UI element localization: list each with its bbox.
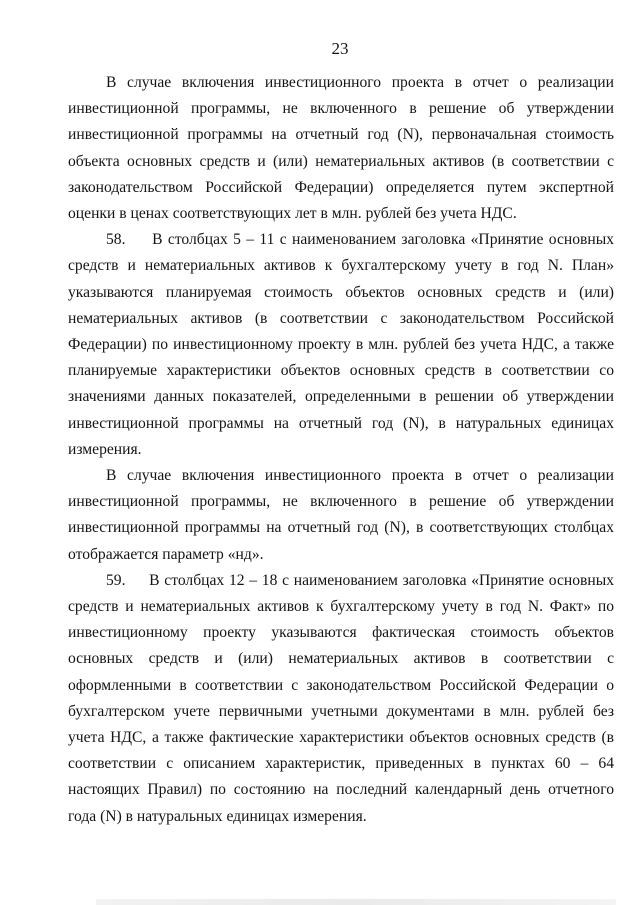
document-body: [68, 70, 614, 830]
paragraph-58: [68, 227, 614, 463]
page-number: 23: [331, 39, 349, 58]
paragraph-number: 58.: [106, 231, 126, 249]
paragraph-text: В случае включения инвестиционного проекта в отчет о реализации инвестиционной программы, не включенного в решение об утверждении инвестиционной программы на отчетный год (N), в соответствующих столбцах отображается параметр «нд».: [68, 467, 614, 563]
paragraph-intro-case: [68, 70, 614, 227]
paragraph-text: В столбцах 12 – 18 с наименованием заголовка «Принятие основных средств и нематериальных активов к бухгалтерскому учету в год N. Факт» по инвестиционному проекту указываются фактическая стоимость объектов основных средств и (или) нематериальных активов в соответствии с оформленными в соответствии с законодательством Российской Федерации о бухгалтерском учете первичными учетными документами в млн. рублей без учета НДС, а также фактические характеристики объектов основных средств (в соответствии с описанием характеристик, приведенных в пунктах 60 – 64 настоящих Правил) по состоянию на последний календарный день отчетного года (N) в натуральных единицах измерения.: [68, 571, 614, 825]
paragraph-number: 59.: [106, 571, 126, 589]
paragraph-case-nd: [68, 463, 614, 568]
scan-bottom-edge: [96, 899, 616, 905]
paragraph-59: [68, 568, 614, 830]
paragraph-text: В случае включения инвестиционного проекта в отчет о реализации инвестиционной программы, не включенного в решение об утверждении инвестиционной программы на отчетный год (N), первоначальная стоимость объекта основных средств и (или) нематериальных активов (в соответствии с законодательством Российской Федерации) определяется путем экспертной оценки в ценах соответствующих лет в млн. рублей без учета НДС.: [68, 74, 614, 223]
paragraph-text: В столбцах 5 – 11 с наименованием заголовка «Принятие основных средств и нематериальных активов к бухгалтерскому учету в год N. План» указываются планируемая стоимость объектов основных средств и (или) нематериальных активов (в соответствии с законодательством Российской Федерации) по инвестиционному проекту в млн. рублей без учета НДС, а также планируемые характеристики объектов основных средств в соответствии со значениями данных показателей, определенными в решении об утверждении инвестиционной программы на отчетный год (N), в натуральных единицах измерения.: [68, 231, 614, 458]
